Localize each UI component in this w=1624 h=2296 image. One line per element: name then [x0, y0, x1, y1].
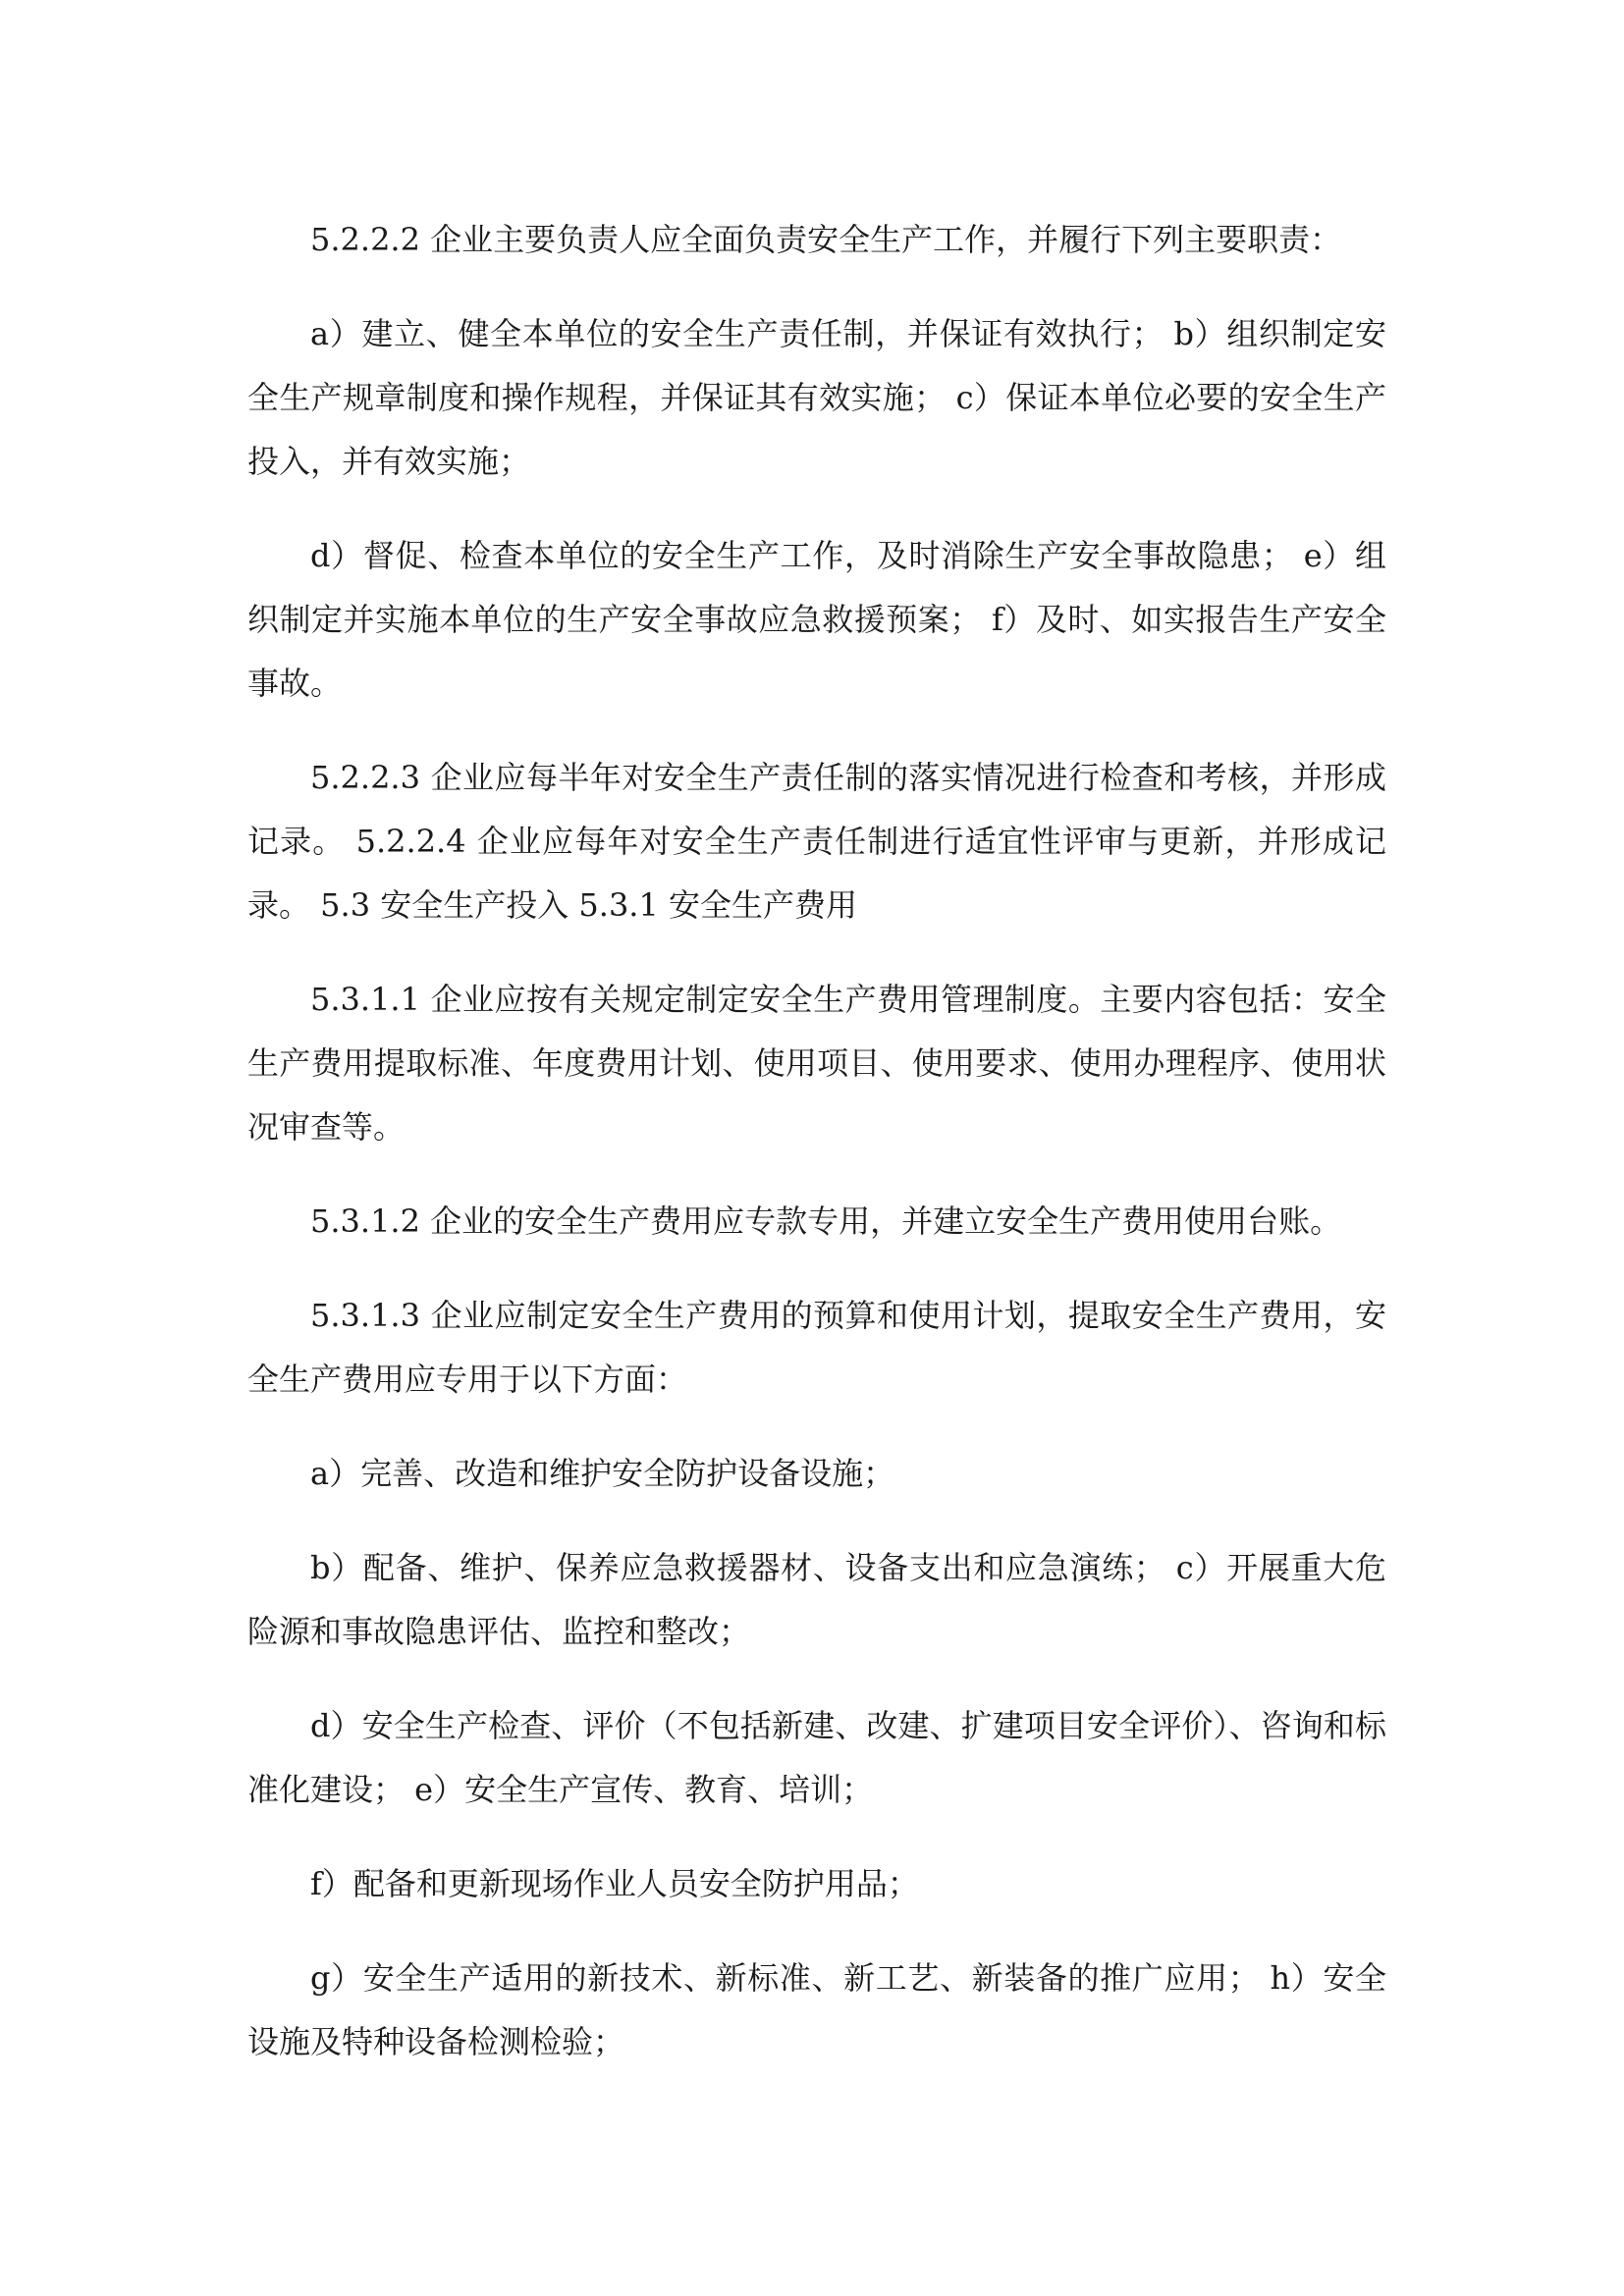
paragraph-use-g-h: g）安全生产适用的新技术、新标准、新工艺、新装备的推广应用； h）安全设施及特种设备检测检验； [247, 1959, 1386, 2060]
paragraph-5-3-1-1: 5.3.1.1 企业应按有关规定制定安全生产费用管理制度。主要内容包括：安全生产费用提取标准、年度费用计划、使用项目、使用要求、使用办理程序、使用状况审查等。 [247, 981, 1386, 1146]
paragraph-use-d-e: d）安全生产检查、评价（不包括新建、改建、扩建项目安全评价）、咨询和标准化建设； e）安全生产宣传、教育、培训； [247, 1707, 1386, 1808]
document-body [247, 208, 1386, 2105]
paragraph-5-2-2-2: 5.2.2.2 企业主要负责人应全面负责安全生产工作，并履行下列主要职责： [310, 221, 1342, 258]
paragraph-use-b-c: b）配备、维护、保养应急救援器材、设备支出和应急演练； c）开展重大危险源和事故隐患评估、监控和整改； [247, 1549, 1386, 1650]
paragraph-5-3-1-3: 5.3.1.3 企业应制定安全生产费用的预算和使用计划，提取安全生产费用，安全生产费用应专用于以下方面： [247, 1297, 1386, 1398]
paragraph-use-a: a）完善、改造和维护安全防护设备设施； [310, 1455, 895, 1492]
paragraph-use-f: f）配备和更新现场作业人员安全防护用品； [310, 1865, 919, 1902]
paragraph-duties-d-f: d）督促、检查本单位的安全生产工作，及时消除生产安全事故隐患； e）组织制定并实施本单位的生产安全事故应急救援预案； f）及时、如实报告生产安全事故。 [247, 537, 1386, 702]
paragraph-5-2-2-3: 5.2.2.3 企业应每半年对安全生产责任制的落实情况进行检查和考核，并形成记录。 5.2.2.4 企业应每年对安全生产责任制进行适宜性评审与更新，并形成记录。 5.3 安全生产投入 5.3.1 安全生产费用 [247, 759, 1386, 924]
paragraph-5-3-1-2: 5.3.1.2 企业的安全生产费用应专款专用，并建立安全生产费用使用台账。 [310, 1202, 1342, 1240]
paragraph-duties-a-c: a）建立、健全本单位的安全生产责任制，并保证有效执行； b）组织制定安全生产规章制度和操作规程，并保证其有效实施； c）保证本单位必要的安全生产投入，并有效实施； [247, 315, 1386, 480]
